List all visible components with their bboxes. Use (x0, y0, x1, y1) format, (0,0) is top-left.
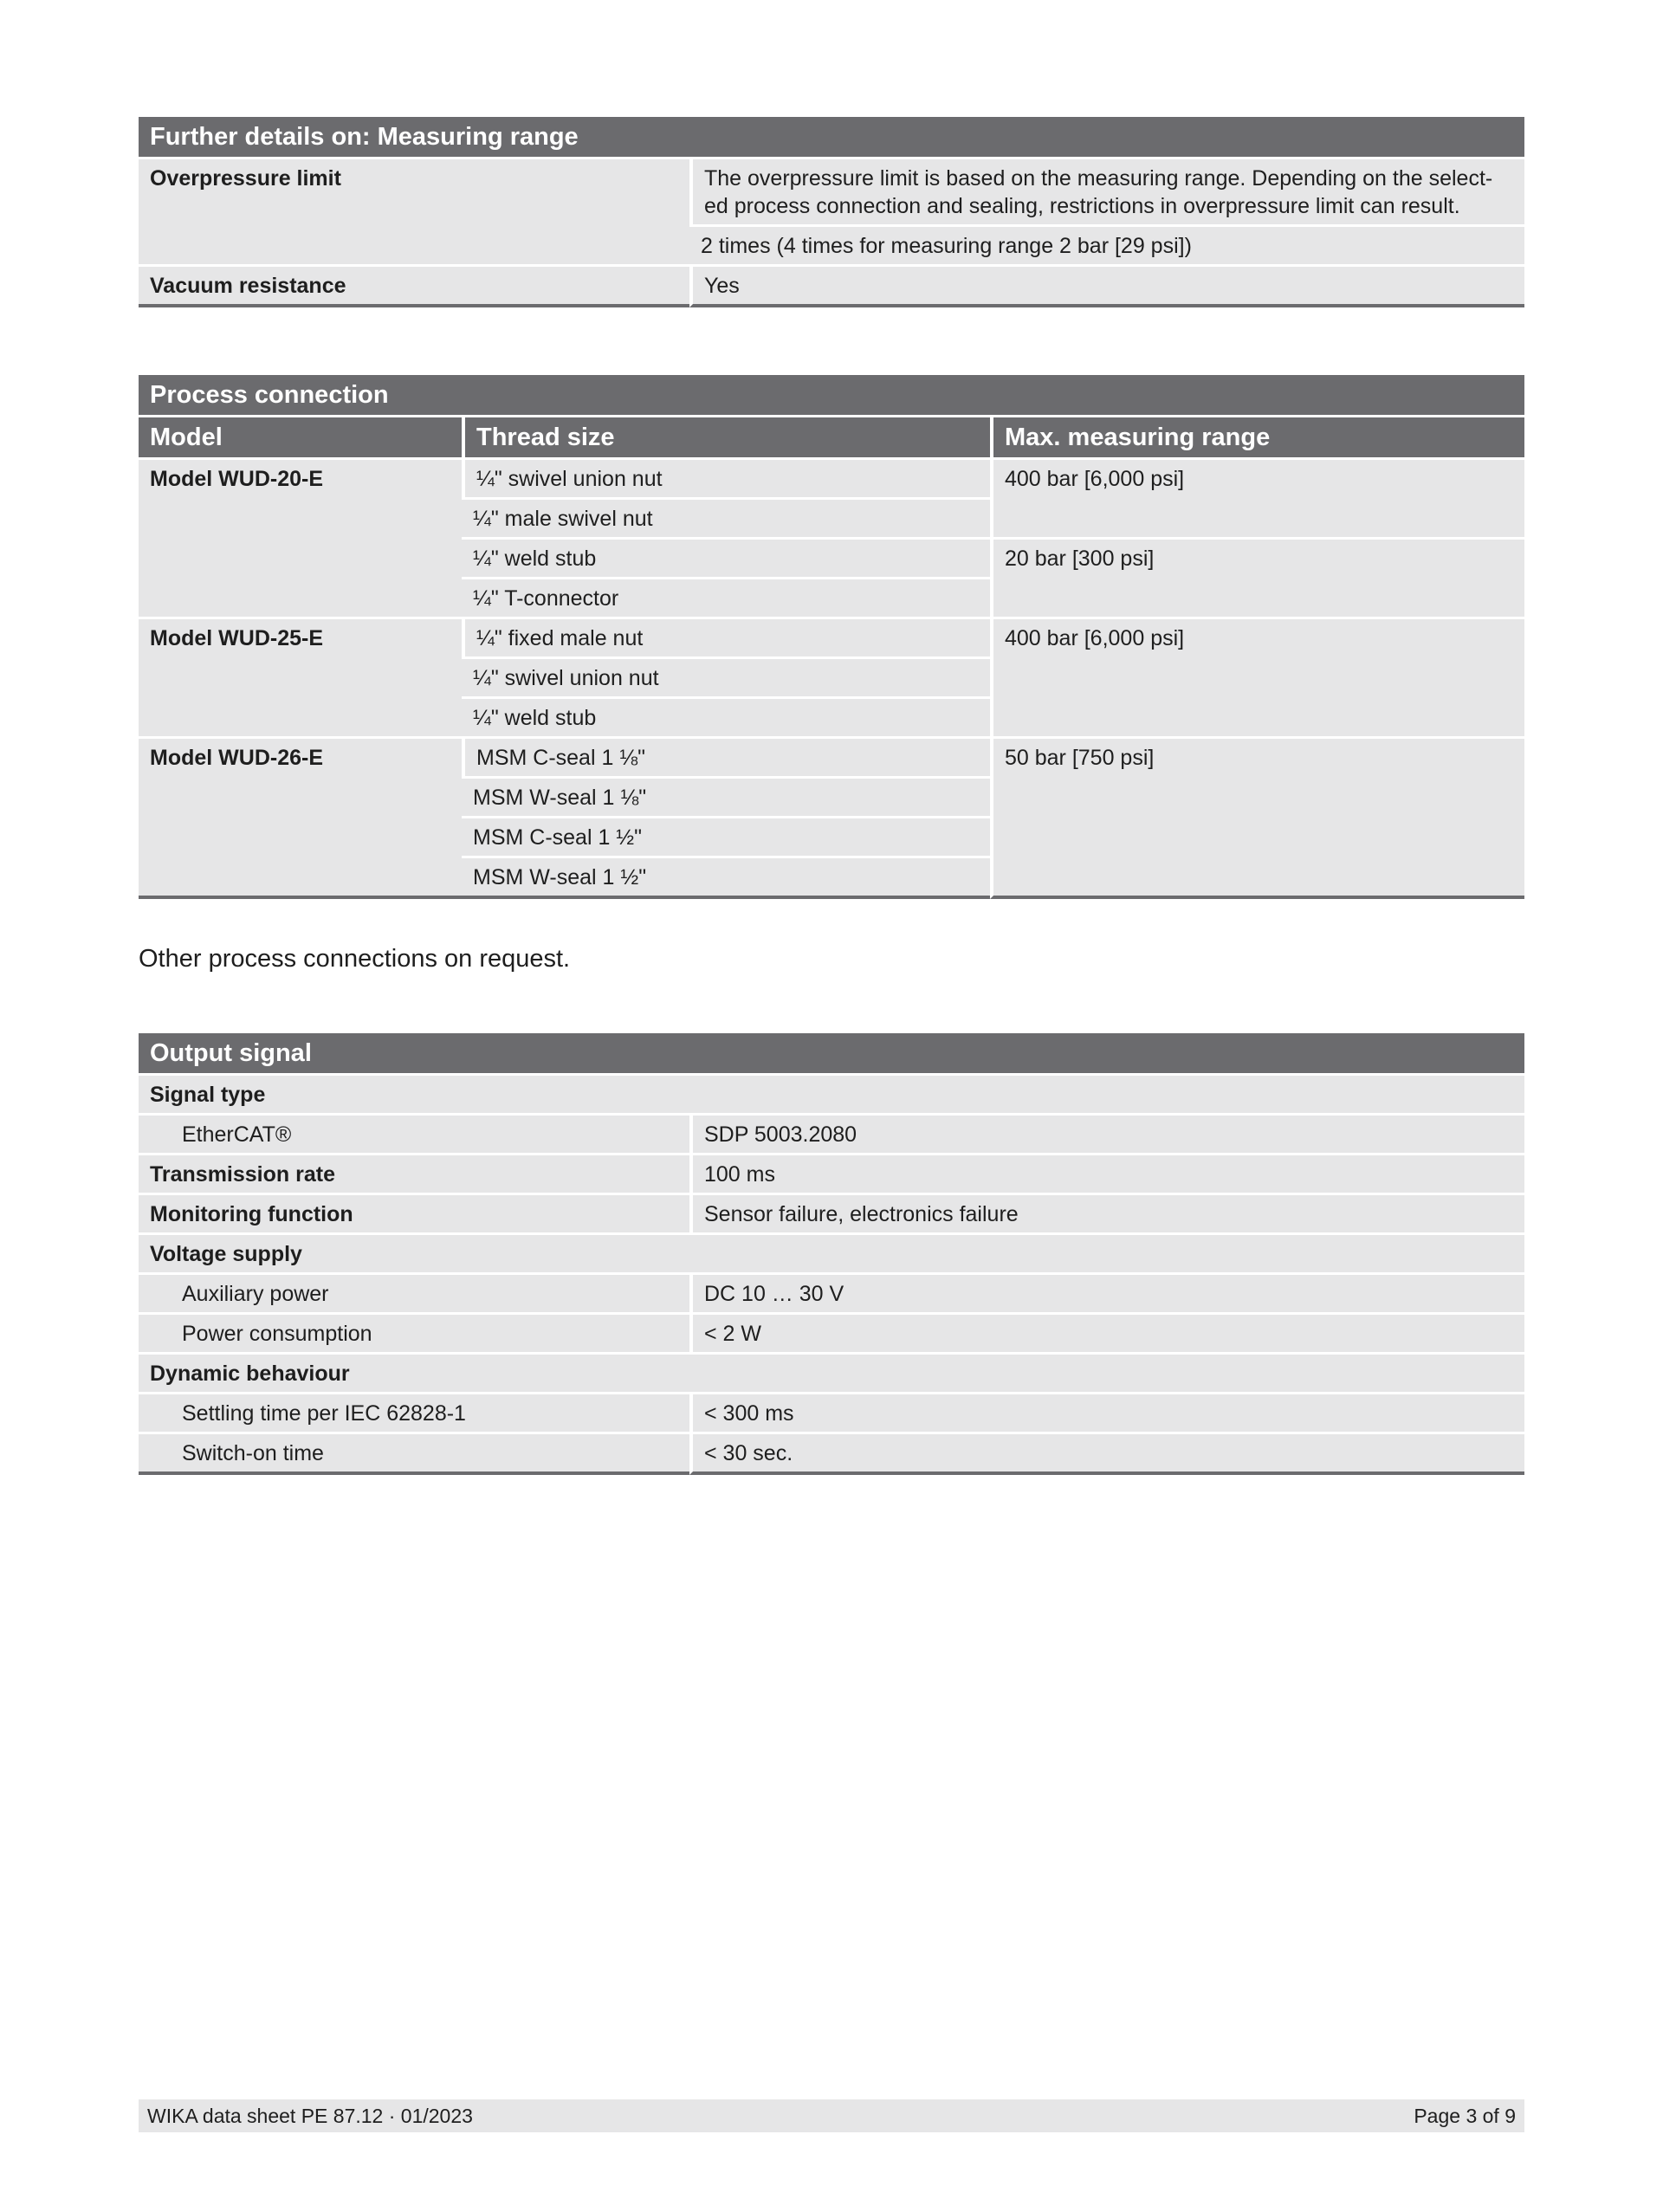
thread-cell: MSM W-seal 1 ⅛" (462, 779, 990, 818)
thread-cell: ¼" fixed male nut (462, 619, 990, 659)
row-value: < 300 ms (689, 1394, 1524, 1434)
range-cell: 50 bar [750 psi] (990, 739, 1524, 899)
process-connection-note: Other process connections on request. (139, 945, 571, 973)
range-cell: 20 bar [300 psi] (990, 540, 1524, 619)
vacuum-label: Vacuum resistance (139, 267, 689, 307)
footer-datasheet-id: WIKA data sheet PE 87.12 · 01/2023 (147, 2105, 473, 2127)
thread-cell: ¼" swivel union nut (462, 460, 990, 500)
range-cell: 400 bar [6,000 psi] (990, 619, 1524, 739)
thread-cell: ¼" weld stub (462, 540, 990, 579)
column-header-range: Max. measuring range (990, 417, 1524, 460)
thread-cell: ¼" male swivel nut (462, 500, 990, 540)
row-label: EtherCAT® (139, 1116, 689, 1155)
row-label: Power consumption (139, 1315, 689, 1355)
footer-page-number: Page 3 of 9 (1414, 2105, 1516, 2127)
row-value: 100 ms (689, 1155, 1524, 1195)
row-label: Monitoring function (139, 1195, 689, 1235)
thread-cell: MSM C-seal 1 ½" (462, 818, 990, 858)
thread-cell: ¼" weld stub (462, 699, 990, 739)
row-label: Settling time per IEC 62828-1 (139, 1394, 689, 1434)
group-label: Voltage supply (139, 1235, 1524, 1275)
model-cell: Model WUD-20-E (139, 460, 462, 619)
measuring-range-table (139, 117, 1524, 307)
row-value: Sensor failure, electronics failure (689, 1195, 1524, 1235)
thread-cell: ¼" T-connector (462, 579, 990, 619)
column-header-model: Model (139, 417, 462, 460)
section-title: Further details on: Measuring range (139, 117, 1524, 159)
row-value: < 2 W (689, 1315, 1524, 1355)
range-cell: 400 bar [6,000 psi] (990, 460, 1524, 540)
vacuum-value: Yes (689, 267, 1524, 307)
section-title: Process connection (139, 375, 1524, 417)
row-value: < 30 sec. (689, 1434, 1524, 1475)
section-title: Output signal (139, 1033, 1524, 1076)
column-header-thread: Thread size (462, 417, 990, 460)
output-signal-table (139, 1033, 1524, 1475)
row-label: Transmission rate (139, 1155, 689, 1195)
overpressure-text: The overpressure limit is based on the measuring range. Depending on the select-ed process connection and sealing, restrictions in overpressure limit can result. (689, 159, 1524, 227)
model-cell: Model WUD-26-E (139, 739, 462, 899)
thread-cell: ¼" swivel union nut (462, 659, 990, 699)
group-label: Signal type (139, 1076, 1524, 1116)
thread-cell: MSM W-seal 1 ½" (462, 858, 990, 899)
group-label: Dynamic behaviour (139, 1355, 1524, 1394)
overpressure-factor: 2 times (4 times for measuring range 2 bar [29 psi]) (689, 227, 1524, 267)
thread-cell: MSM C-seal 1 ⅛" (462, 739, 990, 779)
model-cell: Model WUD-25-E (139, 619, 462, 739)
page-footer (139, 2099, 1524, 2132)
row-value: SDP 5003.2080 (689, 1116, 1524, 1155)
process-connection-table (139, 375, 1524, 899)
row-value: DC 10 … 30 V (689, 1275, 1524, 1315)
row-label: Auxiliary power (139, 1275, 689, 1315)
overpressure-label: Overpressure limit (139, 159, 689, 267)
row-label: Switch-on time (139, 1434, 689, 1475)
